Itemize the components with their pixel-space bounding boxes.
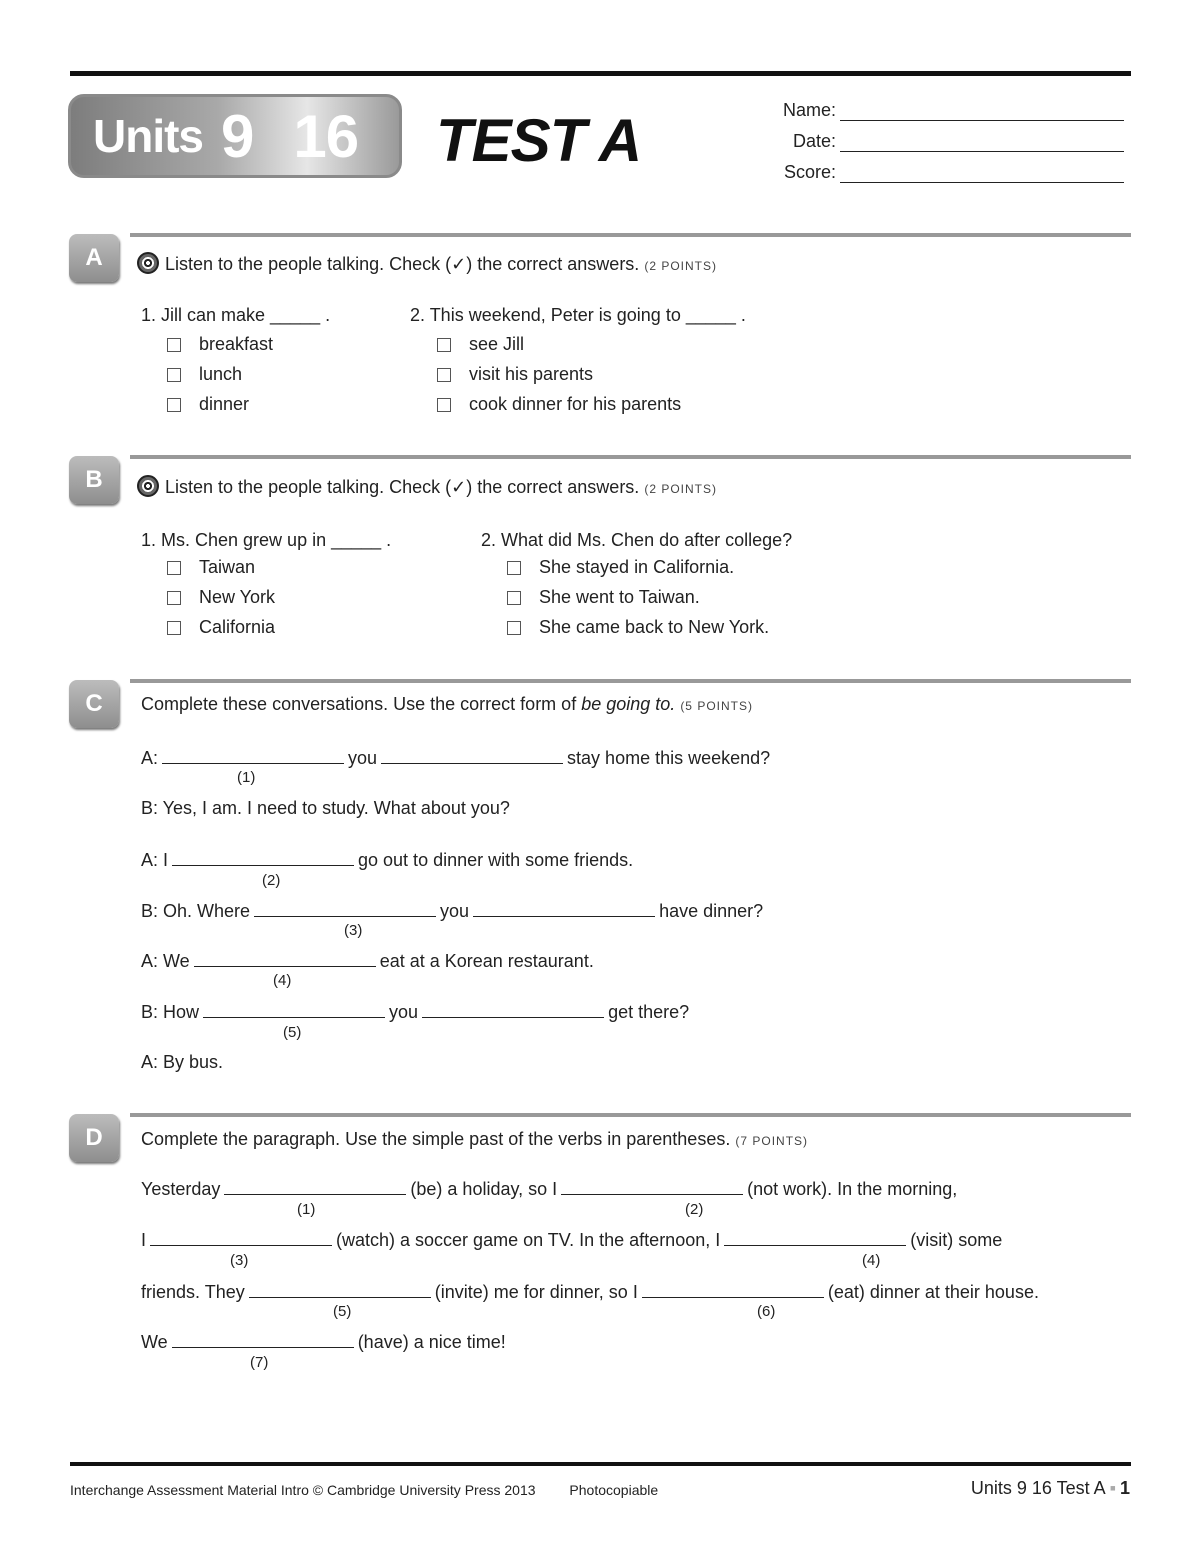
units-badge [68, 94, 402, 178]
section-c-points: (5 POINTS) [680, 699, 753, 713]
option-label: see Jill [469, 334, 525, 354]
section-b-rule [130, 455, 1131, 459]
section-b-q2-option[interactable] [507, 587, 700, 608]
checkbox[interactable] [437, 368, 451, 382]
checkbox[interactable] [167, 591, 181, 605]
score-label: Score: [783, 162, 836, 182]
bottom-rule [70, 1462, 1131, 1466]
option-label: Taiwan [199, 557, 256, 577]
line-text: I [141, 1230, 147, 1250]
blank-number: (4) [862, 1252, 881, 1269]
conversation-line [141, 950, 594, 972]
answer-blank[interactable] [172, 1331, 354, 1348]
line-text: Yesterday [141, 1179, 221, 1199]
checkbox[interactable] [507, 621, 521, 635]
option-label: She stayed in California. [539, 557, 735, 577]
audio-cd-icon[interactable] [137, 475, 159, 497]
line-text: (visit) some [910, 1230, 1003, 1250]
units-from: 9 [221, 102, 254, 170]
section-b-q1-option[interactable] [167, 557, 255, 578]
blank-number: (3) [230, 1252, 249, 1269]
score-field[interactable] [840, 164, 1124, 183]
section-b-points: (2 POINTS) [644, 482, 717, 496]
checkbox[interactable] [507, 591, 521, 605]
blank-number: (1) [297, 1201, 316, 1218]
section-c-instruction-text: Complete these conversations. Use the correct form of [141, 694, 577, 714]
separator-icon: ▪ [1109, 1478, 1116, 1498]
date-label: Date: [792, 131, 836, 151]
units-word: Units [93, 110, 203, 162]
answer-blank[interactable] [254, 900, 436, 917]
section-c-instruction [141, 694, 753, 715]
line-text: (be) a holiday, so I [410, 1179, 558, 1199]
footer-test-label: Units 9 16 Test A [970, 1478, 1106, 1498]
section-a-q1-option[interactable] [167, 364, 242, 385]
section-a-q1-option[interactable] [167, 334, 273, 355]
line-text: A: [141, 748, 159, 768]
section-a-badge: A [69, 234, 119, 282]
line-text: A: We [141, 951, 190, 971]
section-a-rule [130, 233, 1131, 237]
checkbox[interactable] [167, 621, 181, 635]
section-a-instruction [137, 252, 717, 275]
section-a-points: (2 POINTS) [644, 259, 717, 273]
checkbox[interactable] [167, 398, 181, 412]
date-row [760, 121, 1130, 152]
option-label: lunch [199, 364, 243, 384]
option-label: She came back to New York. [539, 617, 770, 637]
section-a-q2-option[interactable] [437, 364, 593, 385]
answer-blank[interactable] [381, 747, 563, 764]
section-c-rule [130, 679, 1131, 683]
section-b-q2: 2. What did Ms. Chen do after college? [481, 530, 793, 550]
photocopiable-text: Photocopiable [569, 1482, 659, 1498]
section-c-badge: C [69, 680, 119, 728]
blank-number: (6) [757, 1303, 776, 1320]
section-b-instruction [137, 475, 717, 498]
conversation-line [141, 900, 763, 922]
section-d-badge: D [69, 1114, 119, 1162]
blank-number: (1) [237, 769, 256, 786]
answer-blank[interactable] [194, 950, 376, 967]
checkbox[interactable] [167, 338, 181, 352]
footer-right [971, 1478, 1130, 1499]
section-a-q2-option[interactable] [437, 394, 681, 415]
paragraph-line [141, 1229, 1002, 1251]
paragraph-line [141, 1178, 957, 1200]
section-d-instruction-text: Complete the paragraph. Use the simple past of the verbs in parentheses. [141, 1129, 731, 1149]
section-a-q1-option[interactable] [167, 394, 249, 415]
copyright-text: Interchange Assessment Material Intro © Cambridge University Press 2013 [70, 1482, 536, 1498]
conversation-line: A: By bus. [141, 1052, 224, 1072]
conversation-line [141, 849, 633, 871]
answer-blank[interactable] [150, 1229, 332, 1246]
name-row [760, 90, 1130, 121]
name-field[interactable] [840, 102, 1124, 121]
line-text: have dinner? [659, 901, 764, 921]
checkbox[interactable] [437, 338, 451, 352]
section-b-badge: B [69, 456, 119, 504]
answer-blank[interactable] [249, 1281, 431, 1298]
line-text: (eat) dinner at their house. [827, 1282, 1039, 1302]
option-label: cook dinner for his parents [469, 394, 682, 414]
section-b-q2-option[interactable] [507, 557, 734, 578]
blank-number: (3) [344, 922, 363, 939]
audio-cd-icon[interactable] [137, 252, 159, 274]
line-text: We [141, 1332, 168, 1352]
paragraph-line [141, 1331, 506, 1353]
line-text: go out to dinner with some friends. [358, 850, 634, 870]
student-info [760, 90, 1130, 183]
checkbox[interactable] [437, 398, 451, 412]
line-text: (not work). In the morning, [747, 1179, 958, 1199]
section-a-instruction-text: Listen to the people talking. Check (✓) the correct answers. [165, 254, 640, 274]
section-b-q1-option[interactable] [167, 587, 275, 608]
section-a-q1: 1. Jill can make _____ . [141, 305, 331, 325]
section-a-q2: 2. This weekend, Peter is going to _____ . [410, 305, 746, 325]
line-text: you [348, 748, 378, 768]
section-d-points: (7 POINTS) [735, 1134, 809, 1148]
line-text: (have) a nice time! [357, 1332, 506, 1352]
option-label: dinner [199, 394, 250, 414]
answer-blank[interactable] [422, 1001, 604, 1018]
conversation-line [141, 1001, 689, 1023]
option-label: She went to Taiwan. [539, 587, 700, 607]
page-number: 1 [1119, 1478, 1130, 1498]
top-rule [70, 71, 1131, 76]
section-d-instruction [141, 1129, 808, 1150]
units-to: 16 [293, 102, 359, 170]
answer-blank[interactable] [642, 1281, 824, 1298]
footer-left [70, 1482, 658, 1498]
line-text: B: Oh. Where [141, 901, 251, 921]
conversation-line [141, 747, 770, 769]
line-text: B: How [141, 1002, 200, 1022]
section-b-q1: 1. Ms. Chen grew up in _____ . [141, 530, 392, 550]
line-text: A: I [141, 850, 169, 870]
line-text: eat at a Korean restaurant. [379, 951, 594, 971]
blank-number: (7) [250, 1354, 269, 1371]
section-c-instruction-em: be going to. [581, 694, 676, 714]
option-label: California [199, 617, 276, 637]
blank-number: (5) [333, 1303, 352, 1320]
name-label: Name: [782, 100, 836, 120]
line-text: stay home this weekend? [567, 748, 771, 768]
section-b-q2-option[interactable] [507, 617, 769, 638]
answer-blank[interactable] [724, 1229, 906, 1246]
score-row [760, 152, 1130, 183]
checkbox[interactable] [167, 368, 181, 382]
blank-number: (4) [273, 972, 292, 989]
answer-blank[interactable] [473, 900, 655, 917]
option-label: New York [199, 587, 276, 607]
paragraph-line [141, 1281, 1039, 1303]
answer-blank[interactable] [172, 849, 354, 866]
line-text: friends. They [141, 1282, 245, 1302]
section-a-q2-option[interactable] [437, 334, 524, 355]
option-label: visit his parents [469, 364, 594, 384]
blank-number: (5) [283, 1024, 302, 1041]
answer-blank[interactable] [162, 747, 344, 764]
conversation-line: B: Yes, I am. I need to study. What about you? [141, 798, 510, 818]
line-text: you [440, 901, 470, 921]
line-text: (watch) a soccer game on TV. In the afternoon, I [336, 1230, 721, 1250]
line-text: you [389, 1002, 419, 1022]
checkbox[interactable] [507, 561, 521, 575]
checkbox[interactable] [167, 561, 181, 575]
section-b-q1-option[interactable] [167, 617, 275, 638]
line-text: get there? [608, 1002, 690, 1022]
answer-blank[interactable] [224, 1178, 406, 1195]
answer-blank[interactable] [561, 1178, 743, 1195]
line-text: (invite) me for dinner, so I [434, 1282, 638, 1302]
blank-number: (2) [262, 872, 281, 889]
section-d-rule [130, 1113, 1131, 1117]
option-label: breakfast [199, 334, 274, 354]
date-field[interactable] [840, 133, 1124, 152]
test-title: TEST A [436, 107, 642, 174]
answer-blank[interactable] [203, 1001, 385, 1018]
section-b-instruction-text: Listen to the people talking. Check (✓) the correct answers. [165, 477, 640, 497]
blank-number: (2) [685, 1201, 704, 1218]
